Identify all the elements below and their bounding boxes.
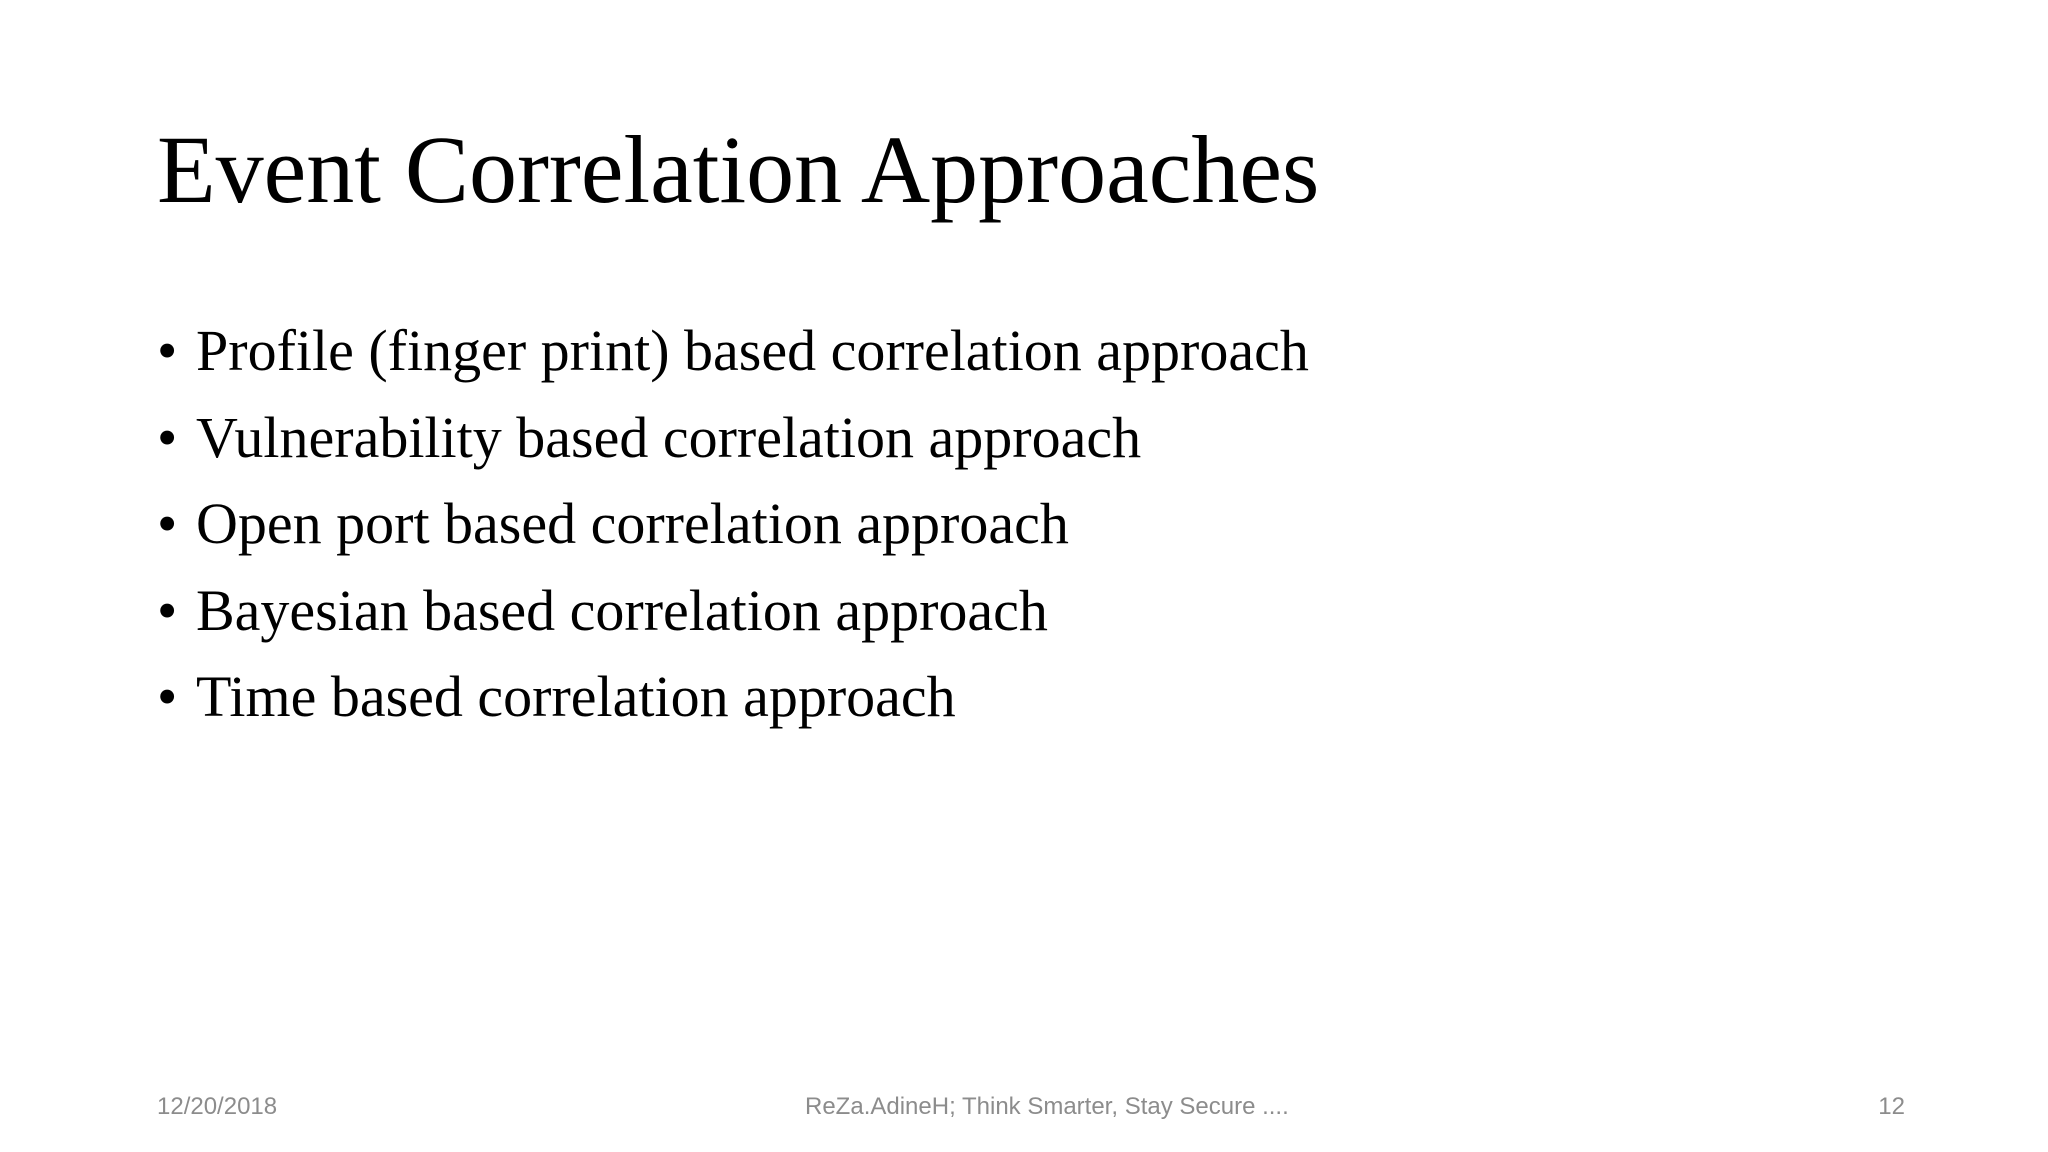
bullet-list — [157, 308, 1309, 741]
bullet-icon: • — [157, 404, 178, 470]
bullet-icon: • — [157, 577, 178, 643]
bullet-text: Profile (finger print) based correlation approach — [196, 318, 1309, 383]
bullet-text: Open port based correlation approach — [196, 491, 1069, 556]
bullet-icon: • — [157, 318, 178, 383]
bullet-item — [157, 395, 1309, 482]
bullet-item — [157, 308, 1309, 395]
bullet-item — [157, 481, 1309, 568]
bullet-icon: • — [157, 664, 178, 729]
bullet-item — [157, 568, 1309, 655]
footer-page-number: 12 — [1878, 1093, 1905, 1120]
bullet-text: Vulnerability based correlation approach — [196, 404, 1142, 470]
footer-date: 12/20/2018 — [157, 1093, 278, 1120]
footer-text: ReZa.AdineH; Think Smarter, Stay Secure .... — [805, 1093, 1289, 1120]
slide-title: Event Correlation Approaches — [157, 116, 1320, 223]
bullet-text: Bayesian based correlation approach — [196, 577, 1048, 643]
bullet-text: Time based correlation approach — [196, 664, 956, 729]
bullet-item — [157, 654, 1309, 741]
bullet-icon: • — [157, 491, 178, 556]
